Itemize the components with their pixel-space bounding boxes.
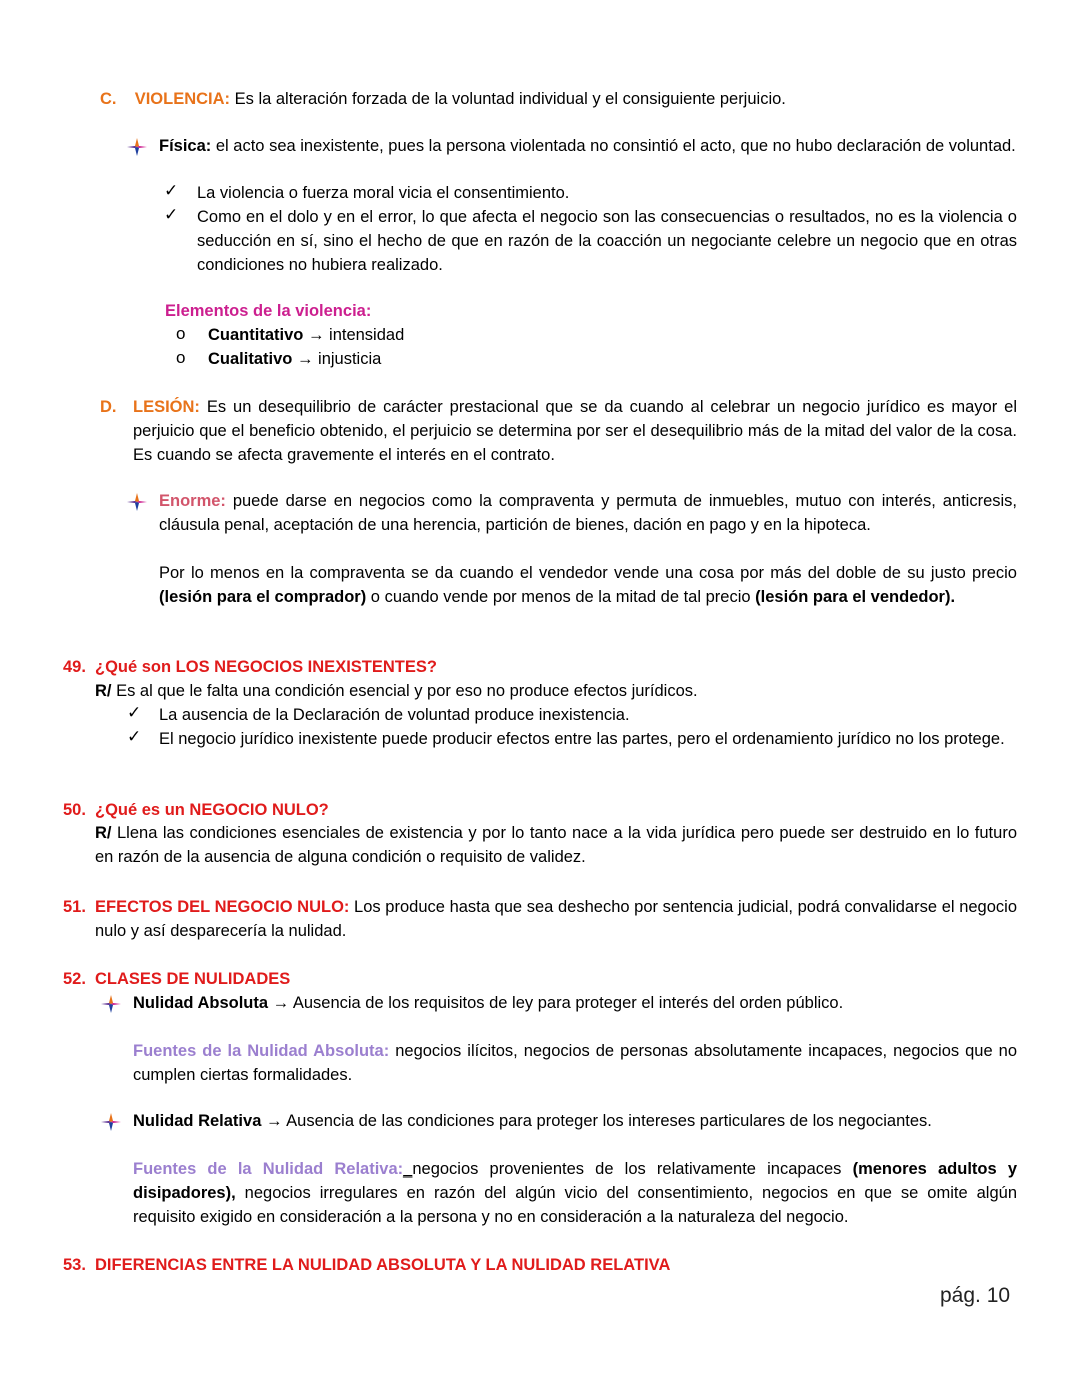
nulidad-absoluta [133, 992, 1017, 1016]
elemento-item [208, 348, 381, 372]
section-d-text: Es un desequilibrio de carácter prestacional que se da cuando al celebrar un negocio jurídico es mayor el perjuicio que el beneficio obtenido, el perjuicio se determina por ser el desequilibrio más de la mitad del valor de la cosa. Es cuando se afecta gravemente el interés en el contrato. [133, 398, 1017, 464]
q49-title: ¿Qué son LOS NEGOCIOS INEXISTENTES? [95, 658, 437, 676]
four-pointed-star-bullet-icon [127, 138, 147, 156]
fuentes-relativa-text: negocios provenientes de los relativamente incapaces [412, 1160, 853, 1178]
q52-number: 52. [63, 970, 86, 988]
fuentes-relativa-text-2: negocios irregulares en razón del algún vicio del consentimiento, negocios en que se omite algún requisito exigido en consideración a la persona y no en consideración a la naturaleza del negocio. [133, 1183, 1017, 1226]
q52-title: CLASES DE NULIDADES [95, 970, 291, 988]
compraventa-text-2: o cuando vende por menos de la mitad de tal precio [366, 587, 756, 606]
q49-answer-text: Es al que le falta una condición esencial y por eso no produce efectos jurídicos. [111, 682, 698, 700]
right-arrow-icon: → [296, 350, 314, 368]
answer-marker: R/ [95, 682, 112, 700]
section-d-title: LESIÓN: [133, 398, 200, 416]
check-mark-icon: ✓ [127, 703, 142, 722]
q51-number: 51. [63, 898, 86, 916]
elemento-label: Cuantitativo [208, 326, 304, 344]
elemento-label: Cualitativo [208, 350, 293, 368]
q53-number: 53. [63, 1256, 86, 1274]
elemento-text: intensidad [324, 326, 405, 344]
four-pointed-star-bullet-icon [101, 995, 121, 1013]
enorme-text: puede darse en negocios como la compraventa y permuta de inmuebles, mutuo con interés, anticresis, cláusula penal, aceptación de una herencia, partición de bienes, dación en pago y en la hipoteca. [159, 492, 1017, 534]
nulidad-relativa-label: Nulidad Relativa [133, 1112, 262, 1130]
nulidad-absoluta-text: Ausencia de los requisitos de ley para proteger el interés del orden público. [289, 994, 844, 1012]
elemento-item [208, 324, 404, 348]
fuentes-relativa-underscore: _ [403, 1160, 413, 1178]
q49-answer [95, 680, 1017, 704]
q50-title: ¿Qué es un NEGOCIO NULO? [95, 801, 329, 819]
compraventa-text: Por lo menos en la compraventa se da cuando el vendedor vende una cosa por más del doble de su justo precio [159, 564, 1017, 582]
four-pointed-star-bullet-icon [127, 493, 147, 511]
elementos-title: Elementos de la violencia: [165, 302, 372, 320]
lesion-comprador: (lesión para el comprador) [159, 587, 367, 606]
fuentes-absoluta [133, 1040, 1017, 1088]
compraventa-paragraph [159, 562, 1017, 610]
section-d-paragraph [133, 396, 1017, 467]
fuentes-relativa-bold: (menores adultos y disipadores), [133, 1160, 1017, 1202]
q49-number: 49. [63, 658, 86, 676]
lesion-vendedor: (lesión para el vendedor). [755, 587, 956, 606]
q53-title: DIFERENCIAS ENTRE LA NULIDAD ABSOLUTA Y LA NULIDAD RELATIVA [95, 1256, 671, 1274]
check-mark-icon: ✓ [164, 205, 179, 224]
four-pointed-star-bullet-icon [101, 1113, 121, 1131]
q51-title: EFECTOS DEL NEGOCIO NULO: [95, 898, 350, 916]
q50-number: 50. [63, 801, 86, 819]
nulidad-relativa [133, 1110, 1017, 1134]
fuentes-absoluta-label: Fuentes de la Nulidad Absoluta: [133, 1042, 390, 1060]
section-d-letter: D. [100, 398, 117, 416]
section-c-title: VIOLENCIA: [134, 90, 231, 108]
check-item: La ausencia de la Declaración de voluntad produce inexistencia. [159, 706, 630, 724]
check-mark-icon: ✓ [164, 181, 179, 200]
page-number: pág. 10 [940, 1284, 1011, 1307]
nulidad-absoluta-label: Nulidad Absoluta [133, 994, 269, 1012]
right-arrow-icon: → [265, 1112, 283, 1130]
section-c-heading [100, 88, 1020, 112]
q51-text: Los produce hasta que sea deshecho por sentencia judicial, podrá convalidarse el negocio nulo y así desparecería la nulidad. [95, 898, 1017, 940]
fuentes-relativa [133, 1158, 1017, 1229]
answer-marker: R/ [95, 824, 112, 842]
enorme-label: Enorme: [159, 492, 226, 510]
section-c-letter: C. [100, 90, 117, 108]
circle-bullet-icon: o [176, 324, 186, 343]
check-item: El negocio jurídico inexistente puede producir efectos entre las partes, pero el ordenamiento jurídico no los protege. [159, 730, 1005, 748]
fisica-paragraph [159, 135, 1017, 159]
check-item: Como en el dolo y en el error, lo que afecta el negocio son las consecuencias o resultados, no es la violencia o seducción en sí, sino el hecho de que en razón de la coacción un negociante celebre un negocio que en otras condiciones no hubiera realizado. [197, 208, 1017, 274]
right-arrow-icon: → [272, 994, 290, 1012]
circle-bullet-icon: o [176, 348, 186, 367]
check-item: La violencia o fuerza moral vicia el consentimiento. [197, 184, 570, 202]
enorme-paragraph [159, 490, 1017, 538]
elemento-text: injusticia [313, 350, 382, 368]
q51-paragraph [95, 896, 1017, 944]
nulidad-relativa-text: Ausencia de las condiciones para proteger los intereses particulares de los negociantes. [282, 1112, 932, 1130]
right-arrow-icon: → [307, 326, 325, 344]
q50-answer [95, 822, 1017, 870]
fisica-text: el acto sea inexistente, pues la persona violentada no consintió el acto, que no hubo declaración de voluntad. [211, 137, 1016, 155]
check-mark-icon: ✓ [127, 727, 142, 746]
fisica-label: Física: [159, 137, 212, 155]
section-c-text: Es la alteración forzada de la voluntad individual y el consiguiente perjuicio. [230, 90, 786, 108]
fuentes-absoluta-text: negocios ilícitos, negocios de personas absolutamente incapaces, negocios que no cumplen ciertas formalidades. [133, 1042, 1018, 1084]
fuentes-relativa-label: Fuentes de la Nulidad Relativa: [133, 1160, 404, 1178]
q50-answer-text: Llena las condiciones esenciales de existencia y por lo tanto nace a la vida jurídica pero puede ser destruido en lo futuro en razón de la ausencia de alguna condición o requisito de validez. [95, 824, 1017, 866]
